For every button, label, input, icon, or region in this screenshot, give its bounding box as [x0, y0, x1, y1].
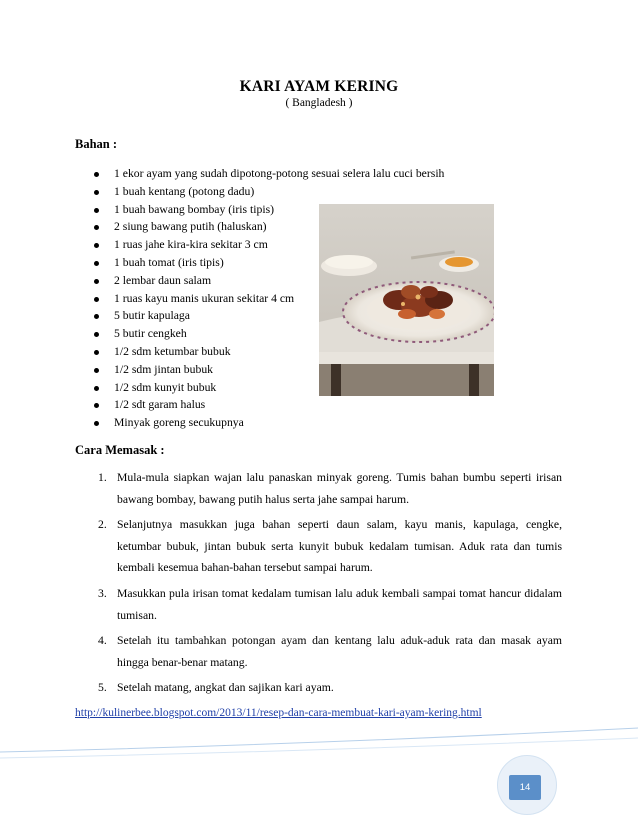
bullet-icon	[94, 261, 99, 266]
list-item: 5 butir kapulaga	[92, 307, 444, 325]
list-item	[98, 514, 562, 579]
step-text: Selanjutnya masukkan juga bahan seperti daun salam, kayu manis, kapulaga, cengke, ketumbar bubuk, jintan bubuk serta kunyit bubuk kedalam tumisan. Aduk rata dan tumis kembali kesemua bahan-bahan tersebut sampai harum.	[117, 518, 562, 575]
step-number: 1.	[98, 471, 107, 484]
bullet-icon	[94, 403, 99, 408]
list-item: 1/2 sdm kunyit bubuk	[92, 379, 444, 397]
bullet-icon	[94, 332, 99, 337]
step-text: Masukkan pula irisan tomat kedalam tumisan lalu aduk kembali sampai tomat hancur didalam tumisan.	[117, 586, 562, 622]
bullet-icon	[94, 314, 99, 319]
step-number: 3.	[98, 586, 107, 600]
list-item: Minyak goreng secukupnya	[92, 414, 444, 432]
list-item: 1 buah tomat (iris tipis)	[92, 254, 444, 272]
list-item: 1/2 sdt garam halus	[92, 396, 444, 414]
bullet-icon	[94, 190, 99, 195]
bullet-icon	[94, 208, 99, 213]
list-item: 1 buah bawang bombay (iris tipis)	[92, 201, 444, 219]
bullet-icon	[94, 368, 99, 373]
list-item	[98, 630, 562, 673]
recipe-origin: ( Bangladesh )	[285, 97, 353, 109]
list-item: 1 ruas jahe kira-kira sekitar 3 cm	[92, 236, 444, 254]
ingredients-heading: Bahan :	[75, 137, 118, 151]
step-number: 2.	[98, 518, 107, 532]
step-text: Mula-mula siapkan wajan lalu panaskan minyak goreng. Tumis bahan bumbu seperti irisan bawang bombay, bawang putih halus serta jahe sampai harum.	[117, 471, 562, 506]
list-item: 2 lembar daun salam	[92, 272, 444, 290]
bullet-icon	[94, 243, 99, 248]
method-heading: Cara Memasak :	[75, 443, 165, 457]
list-item	[98, 677, 562, 699]
list-item: 1 ruas kayu manis ukuran sekitar 4 cm	[92, 290, 444, 308]
curry-dish-illustration	[319, 204, 494, 396]
list-item: 5 butir cengkeh	[92, 325, 444, 343]
list-item	[98, 583, 562, 626]
bullet-icon	[94, 225, 99, 230]
list-item: 1/2 sdm ketumbar bubuk	[92, 343, 444, 361]
page-number-badge: 14	[509, 775, 541, 800]
recipe-photo	[319, 204, 494, 396]
bullet-icon	[94, 297, 99, 302]
method-steps	[98, 467, 562, 703]
source-link[interactable]: http://kulinerbee.blogspot.com/2013/11/resep-dan-cara-membuat-kari-ayam-kering.html	[75, 707, 482, 719]
bullet-icon	[94, 279, 99, 284]
bullet-icon	[94, 421, 99, 426]
bullet-icon	[94, 172, 99, 177]
list-item: 1 ekor ayam yang sudah dipotong-potong sesuai selera lalu cuci bersih	[92, 165, 444, 183]
list-item: 1 buah kentang (potong dadu)	[92, 183, 444, 201]
step-number: 4.	[98, 634, 107, 648]
list-item: 1/2 sdm jintan bubuk	[92, 361, 444, 379]
step-number: 5.	[98, 681, 107, 695]
list-item	[98, 467, 562, 510]
step-text: Setelah matang, angkat dan sajikan kari ayam.	[117, 681, 334, 695]
step-text: Setelah itu tambahkan potongan ayam dan kentang lalu aduk-aduk rata dan masak ayam hingga benar-benar matang.	[117, 634, 562, 669]
recipe-title: KARI AYAM KERING	[239, 78, 399, 95]
list-item: 2 siung bawang putih (haluskan)	[92, 218, 444, 236]
bullet-icon	[94, 350, 99, 355]
bullet-icon	[94, 386, 99, 391]
